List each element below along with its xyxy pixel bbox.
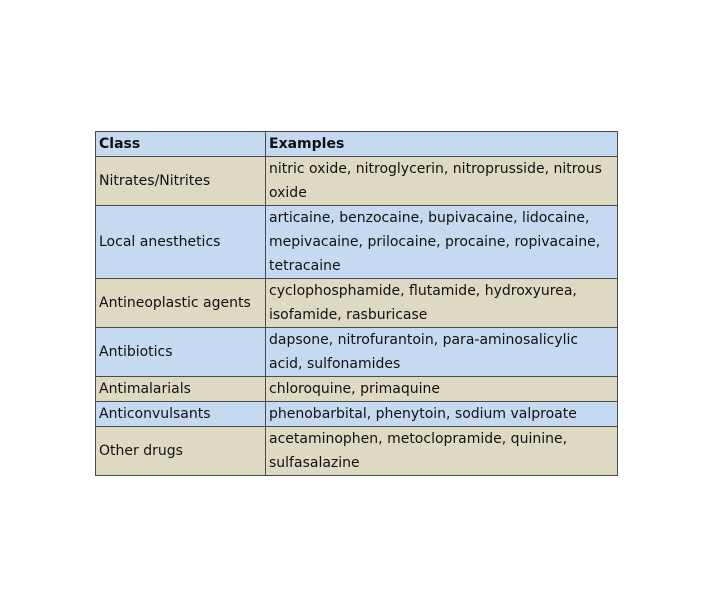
header-examples: Examples [266,132,618,157]
table-row [96,377,618,402]
row-examples-cell: chloroquine, primaquine [266,377,618,402]
row-examples-cell: articaine, benzocaine, bupivacaine, lidocaine, mepivacaine, prilocaine, procaine, ropivacaine, tetracaine [266,206,618,279]
table-row [96,279,618,328]
row-class-cell: Antineoplastic agents [96,279,266,328]
header-class: Class [96,132,266,157]
row-class-cell: Anticonvulsants [96,402,266,427]
row-class-cell: Antibiotics [96,328,266,377]
table-header-row [96,132,618,157]
table-row [96,328,618,377]
table-row [96,402,618,427]
row-class-cell: Local anesthetics [96,206,266,279]
row-examples-cell: nitric oxide, nitroglycerin, nitroprusside, nitrous oxide [266,157,618,206]
table-row [96,427,618,476]
table-row [96,206,618,279]
drug-class-table [95,131,618,476]
drug-class-table-container [95,131,617,476]
row-class-cell: Antimalarials [96,377,266,402]
row-class-cell: Nitrates/Nitrites [96,157,266,206]
row-examples-cell: dapsone, nitrofurantoin, para-aminosalicylic acid, sulfonamides [266,328,618,377]
row-examples-cell: acetaminophen, metoclopramide, quinine, sulfasalazine [266,427,618,476]
row-examples-cell: phenobarbital, phenytoin, sodium valproate [266,402,618,427]
row-examples-cell: cyclophosphamide, flutamide, hydroxyurea, isofamide, rasburicase [266,279,618,328]
table-row [96,157,618,206]
row-class-cell: Other drugs [96,427,266,476]
